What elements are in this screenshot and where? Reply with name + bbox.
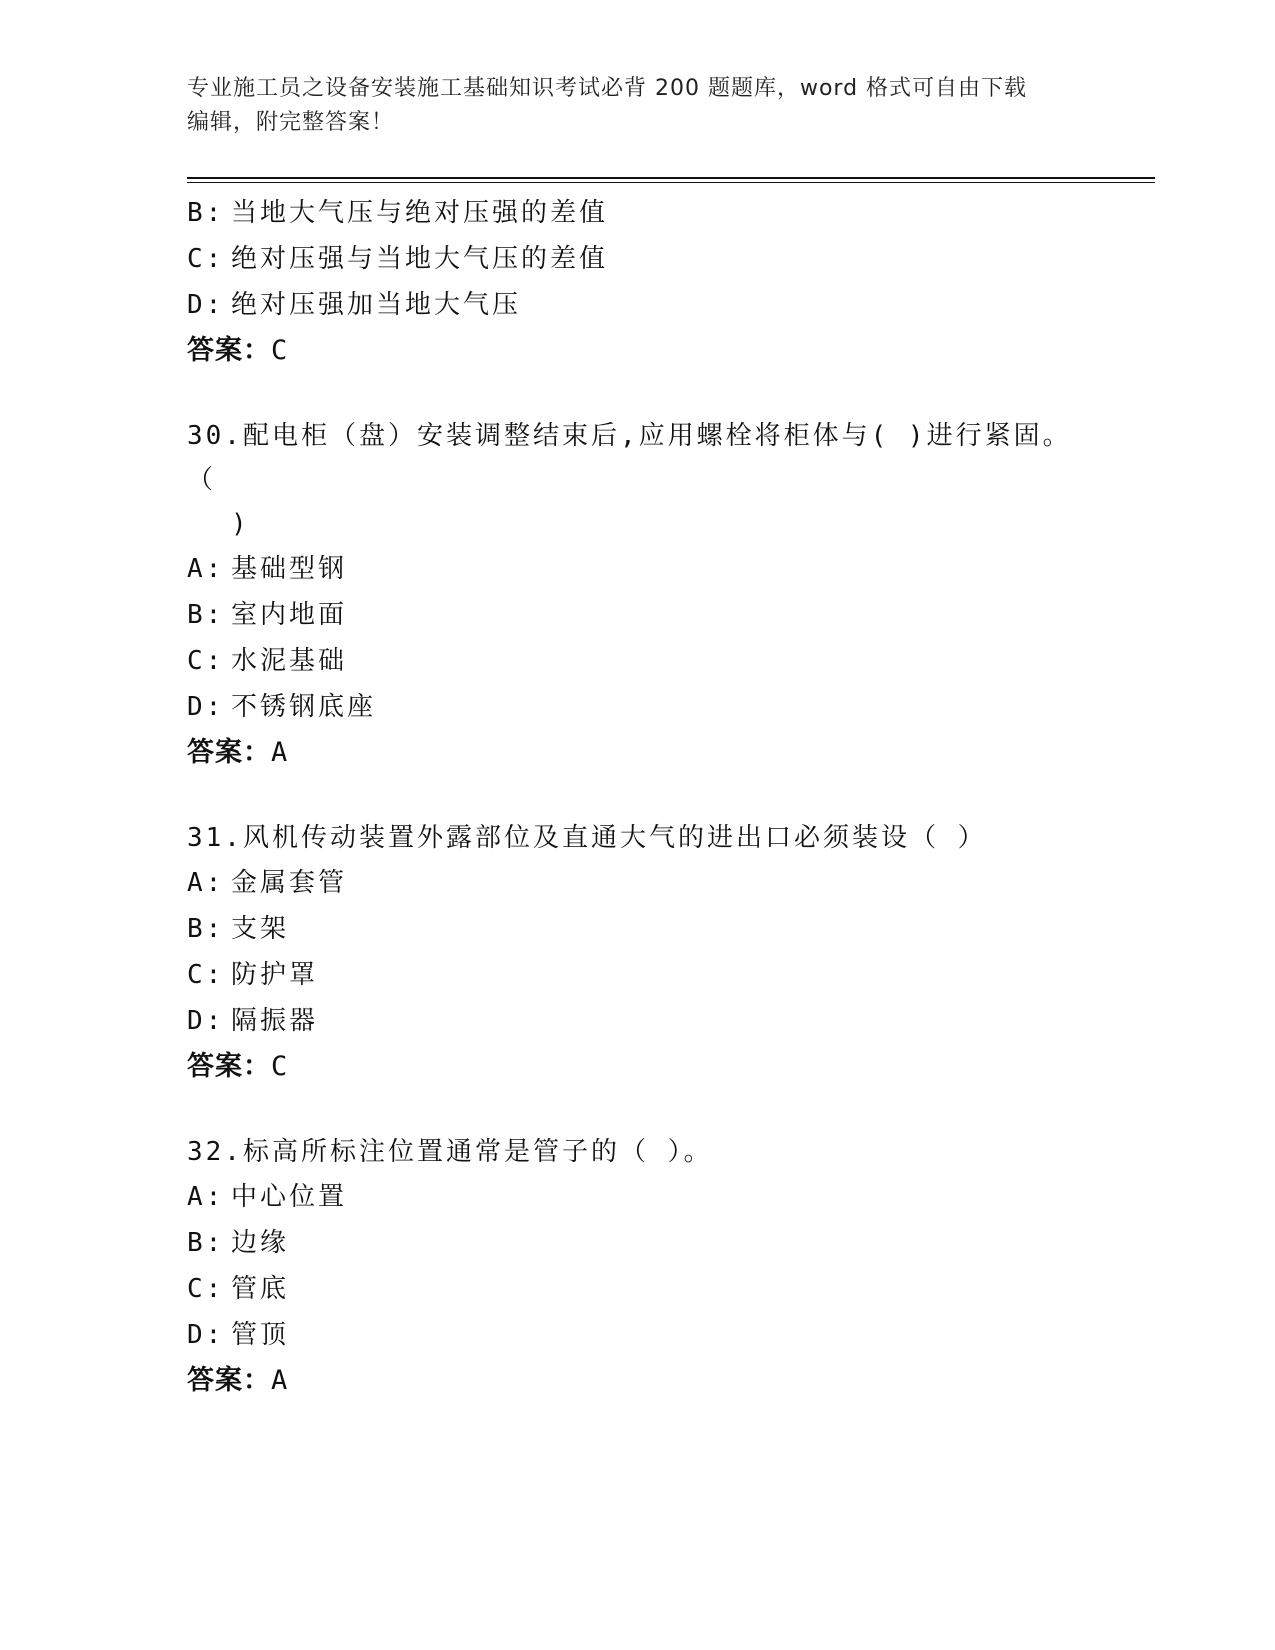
answer-value: C	[271, 1051, 289, 1082]
header-line-2: 编辑，附完整答案！	[187, 110, 395, 135]
question-32	[187, 1130, 1087, 1404]
option-letter: A:	[187, 554, 225, 584]
option-letter: C:	[187, 960, 225, 990]
option-c	[187, 1266, 1087, 1312]
option-text: 水泥基础	[231, 646, 348, 676]
question-stem-line-1: 32.标高所标注位置通常是管子的（ ）。	[187, 1137, 713, 1167]
question-31	[187, 816, 1087, 1090]
option-b	[187, 1220, 1087, 1266]
option-letter: A:	[187, 868, 225, 898]
option-a	[187, 546, 1087, 592]
option-letter: C:	[187, 646, 225, 676]
option-letter: A:	[187, 1182, 225, 1212]
option-c	[187, 236, 1087, 282]
option-text: 管顶	[231, 1320, 290, 1350]
option-b	[187, 906, 1087, 952]
option-letter: C:	[187, 1274, 225, 1304]
question-stem-line-1: 30.配电柜（盘）安装调整结束后,应用螺栓将柜体与( )进行紧固。（	[187, 421, 1072, 495]
option-text: 当地大气压与绝对压强的差值	[231, 198, 609, 228]
option-letter: D:	[187, 1320, 225, 1350]
option-text: 边缘	[231, 1228, 290, 1258]
header-divider-thick	[187, 177, 1155, 179]
option-text: 不锈钢底座	[231, 692, 377, 722]
option-text: 支架	[231, 914, 290, 944]
answer-label: 答案：	[187, 1365, 271, 1396]
answer-line	[187, 328, 1087, 374]
option-a	[187, 860, 1087, 906]
option-d	[187, 1312, 1087, 1358]
answer-value: C	[271, 335, 289, 366]
option-d	[187, 998, 1087, 1044]
answer-label: 答案：	[187, 1051, 271, 1082]
answer-value: A	[271, 1365, 289, 1396]
option-text: 室内地面	[231, 600, 348, 630]
option-letter: B:	[187, 914, 225, 944]
option-c	[187, 952, 1087, 998]
option-d	[187, 684, 1087, 730]
document-header	[187, 72, 1077, 140]
question-29-continued	[187, 190, 1087, 374]
option-text: 隔振器	[231, 1006, 319, 1036]
question-list	[187, 190, 1087, 1404]
option-b	[187, 190, 1087, 236]
question-stem	[187, 816, 1087, 860]
question-30	[187, 414, 1087, 776]
option-text: 基础型钢	[231, 554, 348, 584]
answer-label: 答案：	[187, 737, 271, 768]
option-b	[187, 592, 1087, 638]
answer-line	[187, 1358, 1087, 1404]
question-stem-line-2: )	[231, 509, 250, 539]
option-text: 防护罩	[231, 960, 319, 990]
option-letter: D:	[187, 1006, 225, 1036]
option-text: 中心位置	[231, 1182, 348, 1212]
header-divider-thin	[187, 182, 1155, 183]
option-letter: B:	[187, 600, 225, 630]
question-stem-line-1: 31.风机传动装置外露部位及直通大气的进出口必须装设（ ）	[187, 823, 987, 853]
header-line-1: 专业施工员之设备安装施工基础知识考试必背 200 题题库，word 格式可自由下载	[187, 76, 1028, 101]
option-letter: C:	[187, 244, 225, 274]
option-letter: B:	[187, 198, 225, 228]
option-letter: B:	[187, 1228, 225, 1258]
option-text: 金属套管	[231, 868, 348, 898]
answer-line	[187, 730, 1087, 776]
option-a	[187, 1174, 1087, 1220]
answer-line	[187, 1044, 1087, 1090]
question-stem	[187, 1130, 1087, 1174]
option-d	[187, 282, 1087, 328]
option-letter: D:	[187, 290, 225, 320]
option-text: 绝对压强加当地大气压	[231, 290, 522, 320]
option-c	[187, 638, 1087, 684]
answer-value: A	[271, 737, 289, 768]
option-text: 绝对压强与当地大气压的差值	[231, 244, 609, 274]
option-text: 管底	[231, 1274, 290, 1304]
option-letter: D:	[187, 692, 225, 722]
answer-label: 答案：	[187, 335, 271, 366]
question-stem	[187, 414, 1087, 546]
